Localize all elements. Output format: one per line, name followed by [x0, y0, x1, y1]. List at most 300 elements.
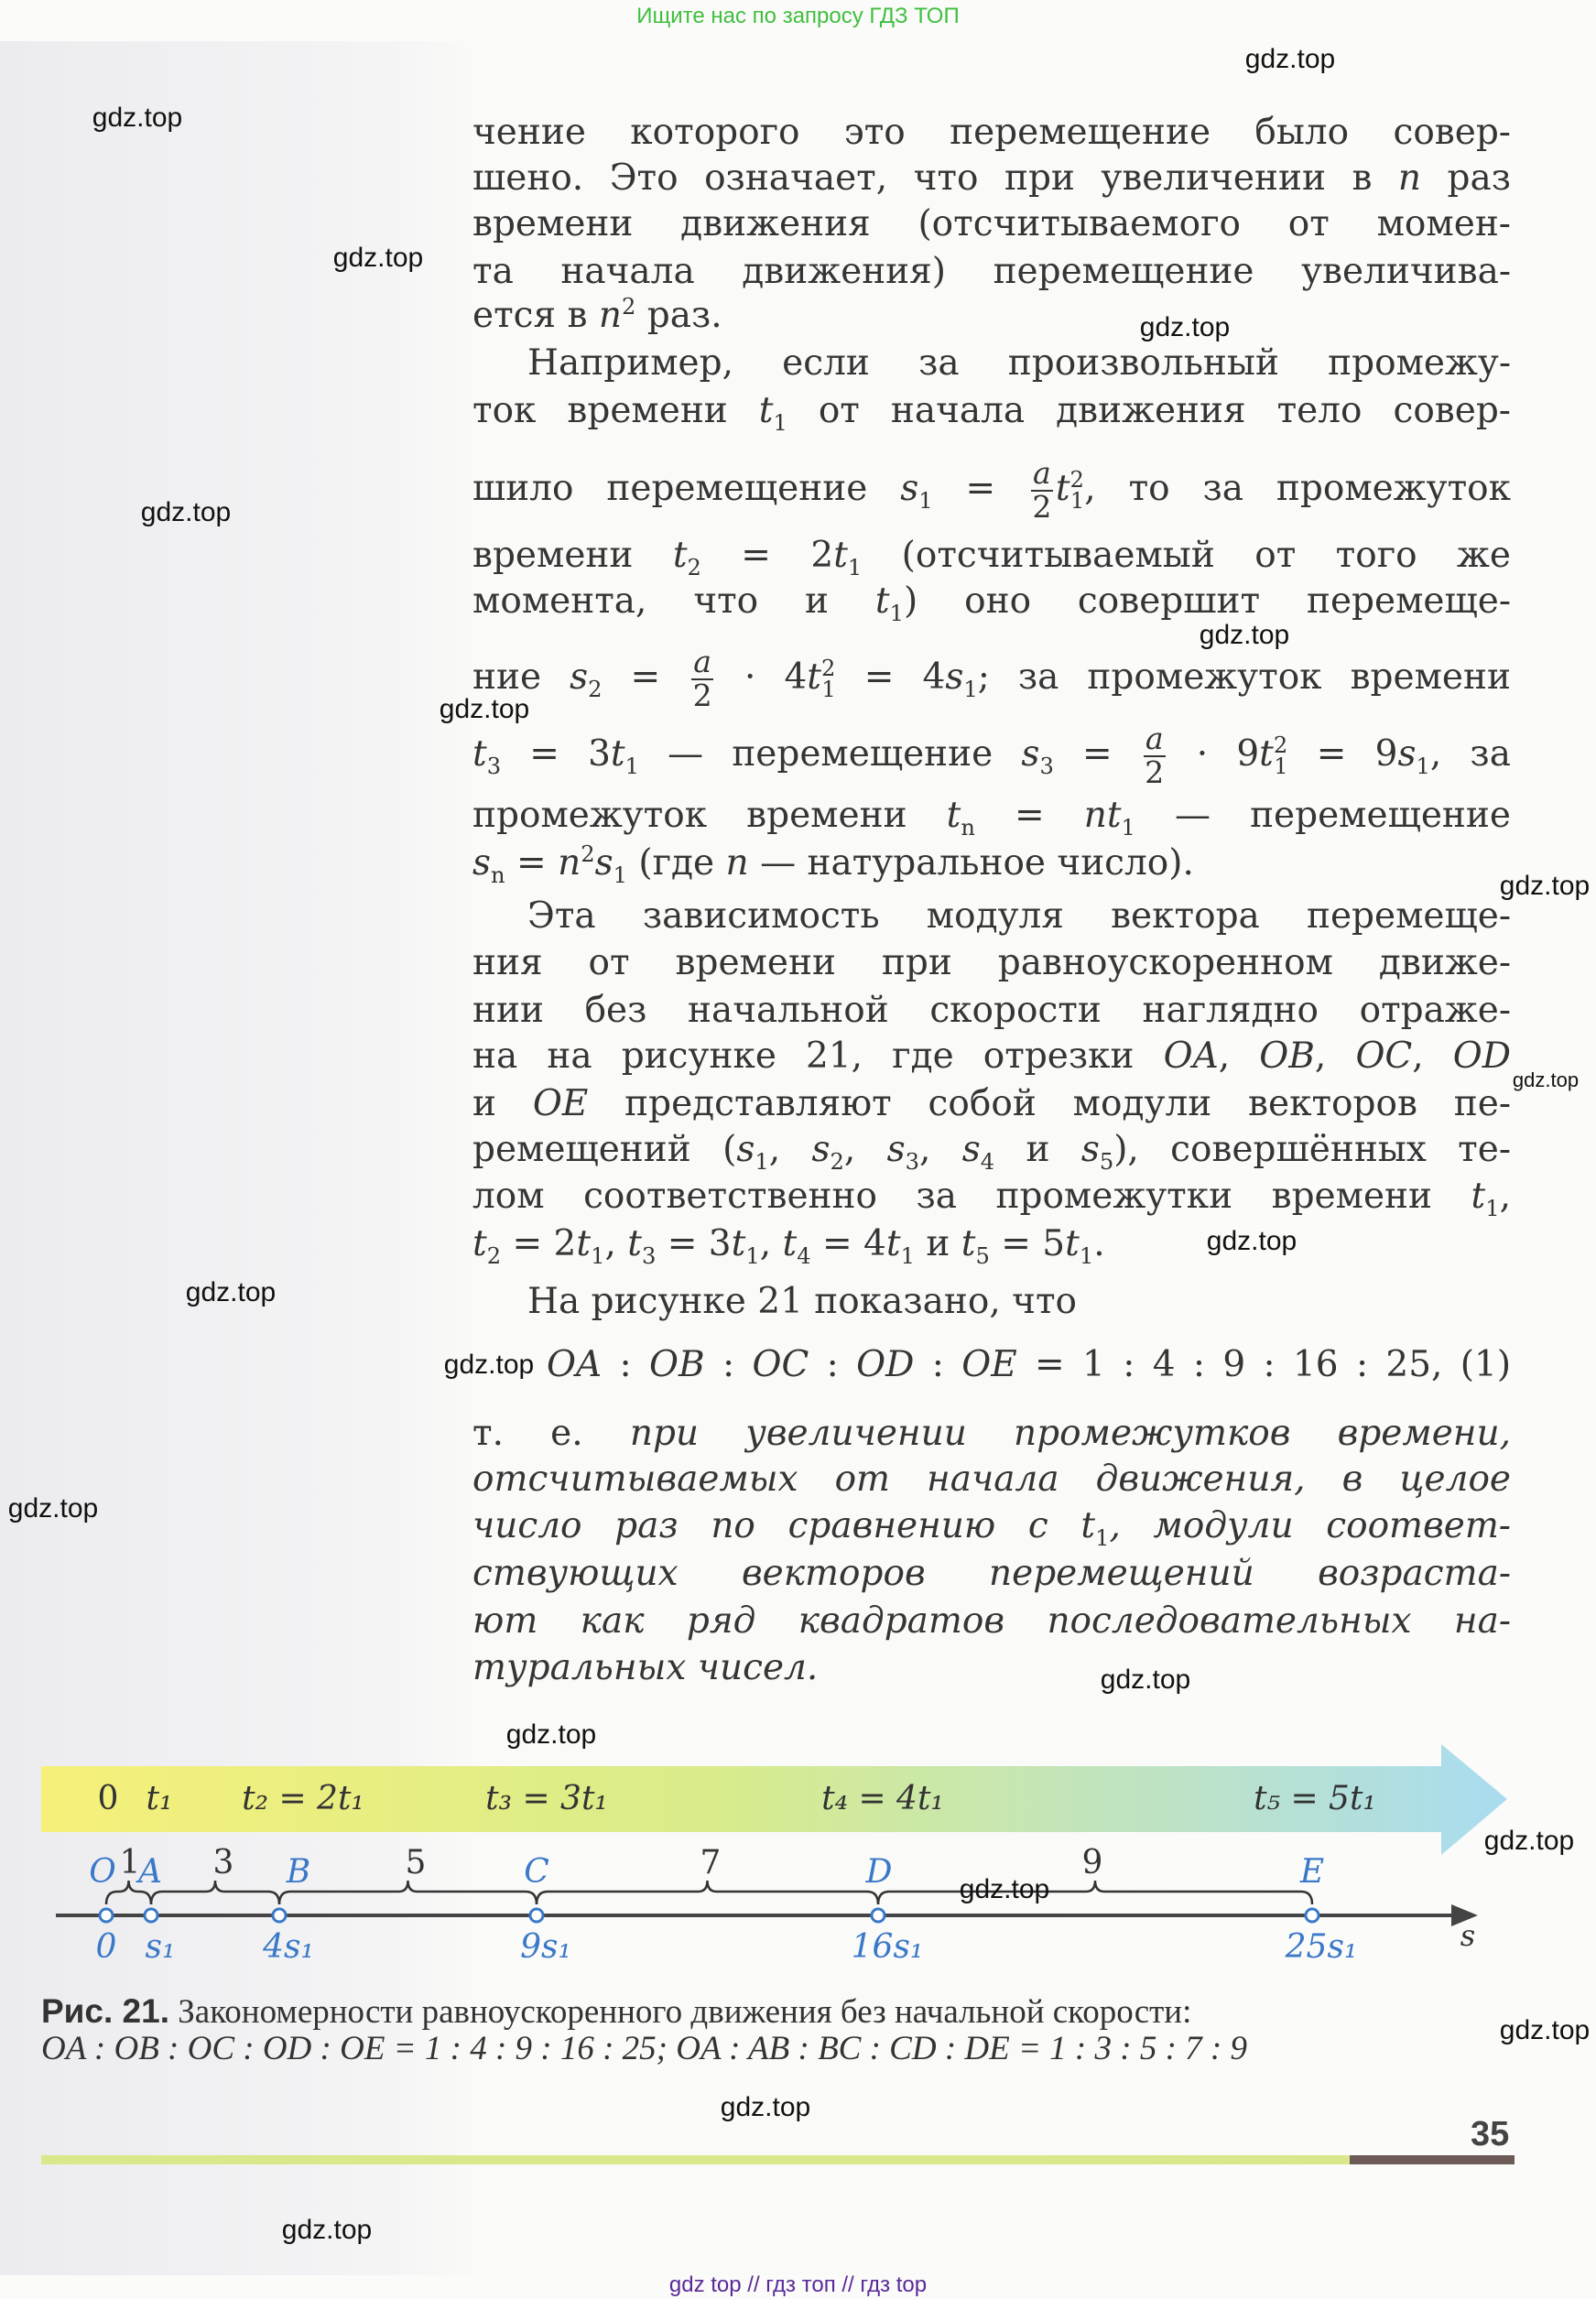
math-variable — [811, 1129, 844, 1175]
watermark: gdz.top — [443, 1350, 535, 1380]
point-letter: A — [138, 1853, 162, 1891]
variable-symbol: s — [945, 656, 964, 698]
text-run: туральных чисел. — [472, 1647, 819, 1688]
fraction-numerator: a — [1145, 721, 1164, 756]
text-line — [472, 455, 1511, 525]
point-letter: B — [286, 1853, 311, 1891]
caption-label: Рис. 21. — [41, 1992, 169, 2030]
subscript: 1 — [1079, 1242, 1094, 1269]
subscript: 1 — [1069, 487, 1085, 514]
watermark: gdz.top — [185, 1277, 277, 1307]
text-run: чение которого это перемещение было совер- — [472, 112, 1511, 153]
math-variable — [807, 655, 836, 702]
math-variable — [570, 656, 603, 702]
text-line — [472, 1645, 1511, 1691]
math-variable — [1355, 1036, 1412, 1077]
variable-symbol: s — [961, 1129, 981, 1170]
watermark: gdz.top — [439, 694, 530, 724]
figure-caption-line2: OA : OB : OC : OD : OE = 1 : 4 : 9 : 16 : 25; OA : AB : BC : CD : DE = 1 : 3 : 5 : 7 : 9 — [41, 2030, 1247, 2067]
text-run: : — [809, 1344, 857, 1385]
math-variable — [946, 795, 975, 840]
subscript: 1 — [1095, 1524, 1110, 1551]
text-run: нии без начальной скорости наглядно отраже- — [472, 990, 1511, 1031]
math-variable — [961, 1223, 990, 1269]
subscript: n — [491, 862, 505, 888]
subscript: 5 — [1099, 1148, 1114, 1175]
text-run: , — [604, 1223, 628, 1264]
fraction-numerator: a — [1033, 455, 1051, 491]
footer-rule-accent — [1350, 2155, 1515, 2164]
variable-symbol: t — [472, 1223, 487, 1264]
interval-brace — [878, 1881, 1312, 1904]
variable-symbol: OC — [752, 1344, 809, 1385]
math-variable — [610, 732, 639, 779]
search-banner[interactable]: Ищите нас по запросу ГДЗ ТОП — [636, 4, 960, 28]
time-label: 0 — [97, 1780, 119, 1817]
variable-symbol: OA — [547, 1344, 603, 1385]
text-run: на на рисунке 21, где отрезки — [472, 1036, 1164, 1077]
math-variable — [472, 732, 502, 779]
watermark: gdz.top — [1512, 1068, 1580, 1091]
text-run: — перемещение — [1135, 795, 1512, 836]
subscript: 3 — [1039, 753, 1054, 779]
text-run: , — [1412, 1036, 1453, 1077]
text-run: (где — [627, 842, 726, 884]
variable-symbol: OE — [532, 1083, 589, 1124]
math-variable — [672, 535, 701, 580]
text-line — [527, 894, 1511, 939]
subscript: 1 — [1121, 814, 1135, 840]
interval-brace — [537, 1881, 878, 1904]
text-run: времени движения (отсчитываемого от момен- — [472, 203, 1511, 244]
math-variable — [900, 467, 933, 514]
math-variable — [752, 1344, 809, 1385]
axis-point — [872, 1909, 885, 1922]
axis-tick-label: 9s₁ — [520, 1928, 571, 1966]
text-line — [472, 793, 1511, 839]
interval-ratio-label: 5 — [405, 1844, 427, 1881]
variable-symbol: t — [672, 535, 688, 576]
interval-ratio-label: 7 — [700, 1844, 722, 1881]
variable-symbol: s — [1080, 1129, 1100, 1170]
variable-symbol: t — [1259, 732, 1274, 775]
variable-symbol: n — [725, 842, 749, 884]
point-letter: E — [1299, 1853, 1325, 1891]
text-run: , — [759, 1223, 783, 1264]
math-variable — [782, 1223, 811, 1269]
superscript: 2 — [1273, 732, 1288, 758]
math-variable — [833, 535, 863, 580]
variable-symbol: t — [472, 732, 487, 775]
math-variable — [547, 1344, 602, 1385]
text-line — [472, 1034, 1511, 1079]
subscript: 1 — [745, 1242, 760, 1269]
watermark: gdz.top — [959, 1874, 1050, 1904]
math-variable — [1259, 1036, 1315, 1077]
text-run: от начала движения тело совер- — [787, 390, 1511, 431]
text-run: = — [602, 656, 689, 698]
text-run: , — [1499, 1176, 1511, 1217]
subscript: 5 — [975, 1242, 990, 1269]
text-line — [472, 644, 1511, 713]
math-variable — [886, 1129, 920, 1175]
subscript: 1 — [900, 1242, 915, 1269]
interval-brace — [151, 1881, 279, 1904]
math-variable — [594, 842, 627, 888]
text-run: ), совершённых те- — [1113, 1129, 1512, 1170]
math-variable — [731, 1223, 760, 1269]
text-run: = — [1053, 732, 1141, 775]
variable-symbol: t — [1471, 1176, 1486, 1217]
text-line — [472, 1221, 1511, 1267]
interval-ratio-label: 9 — [1081, 1844, 1103, 1881]
variable-symbol: OE — [961, 1344, 1017, 1385]
text-run: , — [768, 1129, 812, 1170]
text-run: = 2 — [501, 1223, 577, 1264]
text-run: Эта зависимость модуля вектора перемеще- — [527, 895, 1511, 937]
text-run: = 4 — [810, 1223, 886, 1264]
math-variable — [1259, 732, 1288, 779]
text-run: ствующих векторов перемещений возраста- — [472, 1553, 1511, 1594]
axis-tick-label: 4s₁ — [263, 1928, 314, 1966]
text-run: На рисунке 21 показано, что — [527, 1281, 1078, 1322]
variable-symbol: t — [782, 1223, 798, 1264]
text-run: = — [505, 842, 559, 884]
text-run: = 5 — [989, 1223, 1066, 1264]
variable-symbol: t — [874, 580, 890, 622]
text-line — [472, 1457, 1511, 1502]
caption-text: Закономерности равноускоренного движения без начальной скорости: — [169, 1993, 1192, 2031]
math-variable — [576, 1223, 605, 1269]
point-letter: D — [865, 1853, 893, 1891]
watermark: gdz.top — [505, 1719, 597, 1750]
subscript: 1 — [773, 409, 787, 436]
variable-symbol: t — [1055, 467, 1070, 509]
axis-point — [145, 1909, 157, 1922]
math-variable — [1084, 795, 1107, 836]
math-variable — [758, 390, 787, 436]
time-label: t₄ = 4t₁ — [821, 1780, 944, 1817]
math-variable — [1397, 732, 1430, 779]
text-run: ние — [472, 656, 570, 698]
text-run: · 4 — [716, 656, 808, 698]
text-run: : — [914, 1344, 962, 1385]
text-run: и — [994, 1129, 1081, 1170]
subscript: 1 — [613, 862, 627, 888]
text-line — [472, 579, 1511, 624]
variable-symbol: t — [610, 732, 625, 775]
interval-ratio-label: 1 — [119, 1844, 141, 1881]
axis-point — [1306, 1909, 1319, 1922]
subscript: 1 — [1485, 1195, 1500, 1221]
text-run: при увеличении промежутков времени, — [629, 1413, 1511, 1454]
math-variable — [533, 1083, 588, 1124]
watermark: gdz.top — [140, 497, 232, 527]
text-run: ) оно совершит перемеще- — [904, 580, 1511, 622]
math-variable — [1164, 1036, 1219, 1077]
subscript: 2 — [486, 1242, 502, 1269]
variable-symbol: s — [570, 656, 589, 698]
text-line — [472, 1127, 1511, 1173]
math-variable — [1471, 1176, 1500, 1221]
text-line — [472, 1503, 1511, 1549]
text-run: число раз по сравнению с — [472, 1505, 1081, 1546]
variable-symbol: t — [731, 1223, 746, 1264]
variable-symbol: t — [576, 1223, 592, 1264]
math-variable — [1055, 466, 1085, 514]
subscript: 4 — [980, 1148, 995, 1175]
math-variable — [1080, 1129, 1114, 1175]
text-run: — перемещение — [638, 732, 1022, 775]
math-variable — [874, 580, 904, 626]
text-run: , — [919, 1129, 962, 1170]
math-variable — [961, 1344, 1016, 1385]
variable-symbol: t — [961, 1223, 976, 1264]
text-run: представляют собой модули векторов пе- — [588, 1083, 1512, 1124]
fraction-denominator: 2 — [1032, 488, 1052, 525]
math-variable — [472, 842, 505, 888]
superscript: 2 — [1069, 466, 1084, 493]
math-variable — [1106, 795, 1135, 840]
text-line — [472, 156, 1511, 201]
axis-tick-label: s₁ — [145, 1928, 176, 1966]
text-run: . — [1093, 1223, 1105, 1264]
watermark: gdz.top — [92, 103, 183, 133]
superscript: 2 — [820, 655, 836, 681]
subscript: 2 — [588, 676, 603, 702]
text-line — [472, 110, 1511, 156]
time-label: t₃ = 3t₁ — [485, 1780, 608, 1817]
math-variable — [1398, 157, 1421, 199]
text-run: , то за промежуток — [1084, 467, 1511, 509]
variable-symbol: s — [900, 467, 919, 509]
text-run: т. е. — [472, 1413, 630, 1454]
axis-tick-label: 0 — [95, 1928, 117, 1966]
page-number: 35 — [1471, 2115, 1510, 2153]
math-variable — [558, 842, 595, 884]
text-line — [472, 1411, 1511, 1457]
point-letter: O — [89, 1853, 116, 1891]
text-line — [472, 940, 1511, 986]
variable-symbol: s — [594, 842, 613, 884]
variable-symbol: t — [946, 795, 961, 836]
text-line — [472, 293, 1511, 339]
subscript: n — [961, 814, 975, 840]
text-run: : — [704, 1344, 753, 1385]
fraction-denominator: 2 — [692, 677, 712, 713]
math-variable — [885, 1223, 915, 1269]
variable-symbol: OD — [1452, 1036, 1512, 1077]
axis-tick-label: 16s₁ — [851, 1928, 924, 1966]
text-run: ют как ряд квадратов последовательных на- — [472, 1600, 1511, 1642]
variable-symbol: t — [807, 656, 821, 698]
fraction — [1144, 723, 1166, 789]
subscript: 3 — [486, 753, 502, 779]
variable-symbol: OA — [1163, 1036, 1219, 1077]
figure-caption-line1 — [41, 1992, 1191, 2032]
text-run: = 9 — [1287, 732, 1398, 775]
variable-symbol: t — [833, 535, 848, 576]
text-run: , — [1314, 1036, 1356, 1077]
text-run: и — [914, 1223, 961, 1264]
variable-symbol: s — [1021, 732, 1040, 775]
watermark: gdz.top — [1100, 1665, 1191, 1695]
text-run: шено. Это означает, что при увеличении в — [472, 157, 1398, 199]
subscript: 1 — [847, 554, 863, 580]
variable-symbol: n — [598, 295, 622, 336]
text-line — [472, 388, 1511, 434]
text-line — [472, 1599, 1511, 1644]
text-run: ремещений ( — [472, 1129, 737, 1170]
text-run: = — [932, 467, 1029, 509]
math-variable — [1065, 1223, 1094, 1269]
variable-symbol: OD — [856, 1344, 915, 1385]
text-line — [472, 1174, 1511, 1220]
math-variable — [856, 1344, 914, 1385]
variable-symbol: s — [736, 1129, 755, 1170]
subscript: 2 — [687, 554, 701, 580]
subscript: 4 — [797, 1242, 811, 1269]
fraction — [1031, 455, 1053, 525]
text-run: = 2 — [700, 535, 834, 576]
text-run: , модули соответ- — [1109, 1505, 1511, 1546]
time-label: t₂ = 2t₁ — [242, 1780, 364, 1817]
subscript: 3 — [641, 1242, 657, 1269]
text-line — [472, 1081, 1511, 1127]
superscript: 2 — [621, 294, 636, 320]
text-run: , за — [1429, 732, 1511, 775]
footer-rule — [41, 2155, 1350, 2164]
variable-symbol: s — [886, 1129, 906, 1170]
axis-point — [100, 1909, 113, 1922]
variable-symbol: t — [627, 1223, 642, 1264]
math-variable — [599, 295, 636, 336]
variable-symbol: OC — [1355, 1036, 1413, 1077]
watermark: gdz.top — [1499, 2015, 1591, 2045]
watermark: gdz.top — [1483, 1826, 1575, 1856]
time-label: t₁ — [146, 1780, 173, 1817]
watermark: gdz.top — [332, 243, 424, 273]
text-run: ; за промежуток времени — [977, 656, 1511, 698]
text-run: ток времени — [472, 390, 759, 431]
text-run: отсчитываемых от начала движения, в целое — [472, 1459, 1511, 1500]
text-run: = 4 — [835, 656, 946, 698]
fraction-numerator: a — [693, 644, 712, 679]
variable-symbol: n — [558, 842, 581, 884]
text-run: раз. — [635, 295, 722, 336]
subscript: 1 — [755, 1148, 769, 1175]
axis-name-label: s — [1460, 1918, 1476, 1953]
text-run: · 9 — [1167, 732, 1260, 775]
watermark: gdz.top — [281, 2215, 373, 2245]
math-variable — [1021, 732, 1054, 779]
math-variable — [726, 842, 749, 884]
variable-symbol: s — [472, 842, 492, 884]
variable-symbol: t — [885, 1223, 901, 1264]
watermark: gdz.top — [720, 2092, 811, 2122]
text-line — [472, 533, 1511, 579]
variable-symbol: t — [1106, 795, 1122, 836]
watermark: gdz.top — [7, 1493, 99, 1524]
superscript: 2 — [581, 841, 595, 867]
math-variable — [649, 1344, 705, 1385]
text-line — [472, 1551, 1511, 1597]
subscript: 1 — [1274, 753, 1288, 779]
watermark: gdz.top — [1206, 1226, 1297, 1256]
footer-links[interactable]: gdz top // гдз топ // гдз top — [668, 2272, 928, 2297]
text-line — [472, 988, 1511, 1034]
axis-point — [530, 1909, 543, 1922]
subscript: 2 — [830, 1148, 844, 1175]
math-variable — [1453, 1036, 1511, 1077]
watermark: gdz.top — [1499, 871, 1591, 901]
text-run: — натуральное число). — [748, 842, 1194, 884]
watermark: gdz.top — [1199, 620, 1290, 650]
text-run: времени — [472, 535, 673, 576]
text-run: та начала движения) перемещение увеличива- — [472, 251, 1511, 292]
text-run: = 3 — [501, 732, 611, 775]
math-variable — [627, 1223, 657, 1269]
variable-symbol: n — [1397, 157, 1422, 199]
text-run: ния от времени при равноускоренном движе- — [472, 942, 1511, 983]
math-variable — [736, 1129, 769, 1175]
subscript: 1 — [918, 487, 933, 514]
text-run: шило перемещение — [472, 467, 901, 509]
text-run: , — [1218, 1036, 1260, 1077]
math-variable — [1080, 1505, 1110, 1551]
variable-symbol: s — [1397, 732, 1417, 775]
subscript: 1 — [624, 753, 639, 779]
variable-symbol: s — [811, 1129, 831, 1170]
variable-symbol: t — [1065, 1223, 1080, 1264]
text-run: = 3 — [656, 1223, 732, 1264]
text-line — [527, 1279, 1511, 1325]
math-variable — [945, 656, 978, 702]
point-letter: C — [524, 1853, 549, 1891]
text-line — [472, 840, 1511, 886]
fraction — [691, 646, 713, 712]
subscript: 3 — [905, 1148, 920, 1175]
watermark: gdz.top — [1139, 312, 1231, 342]
time-label: t₅ = 5t₁ — [1254, 1780, 1376, 1817]
axis-tick-label: 25s₁ — [1285, 1928, 1358, 1966]
interval-ratio-label: 3 — [212, 1844, 234, 1881]
subscript: 1 — [889, 600, 904, 626]
fraction-denominator: 2 — [1145, 754, 1165, 790]
text-run: момента, что и — [472, 580, 875, 622]
variable-symbol: t — [1080, 1505, 1096, 1546]
text-line — [472, 721, 1511, 790]
text-run: Например, если за произвольный промежу- — [527, 342, 1511, 384]
text-run: , — [843, 1129, 887, 1170]
text-run: раз — [1421, 157, 1511, 199]
text-run: и — [472, 1083, 533, 1124]
math-variable — [961, 1129, 995, 1175]
subscript: 1 — [1416, 753, 1430, 779]
subscript: 1 — [591, 1242, 605, 1269]
text-line — [472, 201, 1511, 247]
text-line — [547, 1342, 1511, 1388]
text-line — [527, 341, 1511, 386]
variable-symbol: OB — [648, 1344, 705, 1385]
text-run: = 1 : 4 : 9 : 16 : 25, (1) — [1016, 1344, 1512, 1385]
text-run: : — [602, 1344, 649, 1385]
text-run: ется в — [472, 295, 599, 336]
text-run: лом соответственно за промежутки времени — [472, 1176, 1471, 1217]
variable-symbol: t — [758, 390, 774, 431]
interval-brace — [279, 1881, 537, 1904]
text-run: промежуток времени — [472, 795, 947, 836]
